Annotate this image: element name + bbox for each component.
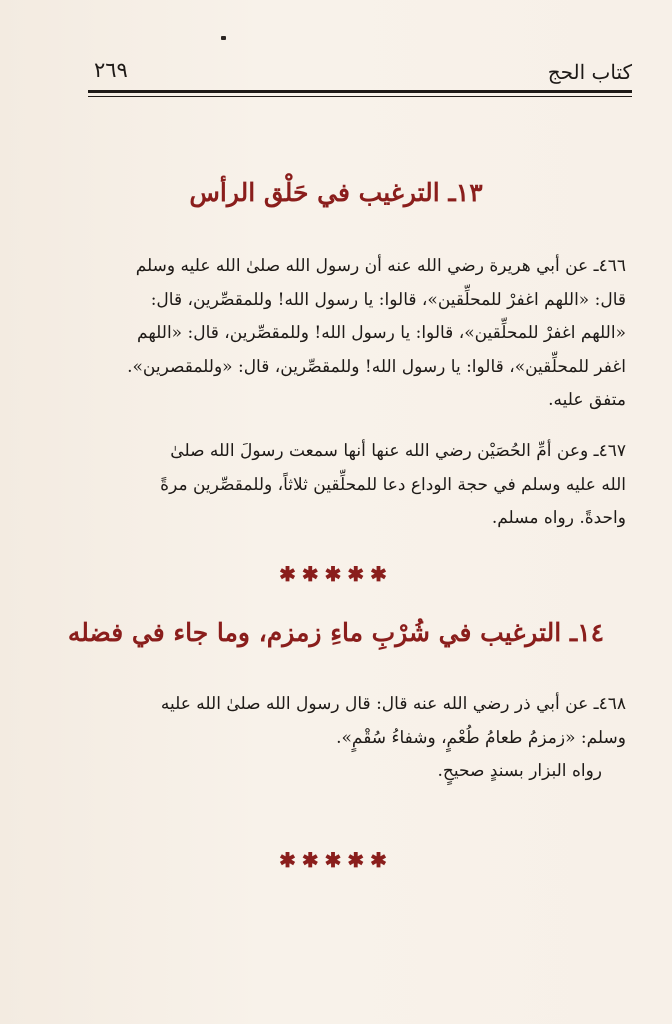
section-heading-14: ١٤ـ الترغيب في شُرْبِ ماءِ زمزم، وما جاء في فضله: [67, 618, 605, 647]
page-number: ٢٦٩: [94, 58, 128, 82]
hadith-466-source: متفق عليه.: [548, 390, 626, 410]
section-separator-stars: ✱✱✱✱✱: [279, 848, 393, 872]
hadith-466-line: «اللهم اغفرْ للمحلِّقين»، قالوا: يا رسول الله! وللمقصِّرين، قال: «اللهم: [137, 323, 626, 343]
hadith-466: [86, 250, 626, 418]
hadith-468-line: وسلم: «زمزمُ طعامُ طُعْمٍ، وشفاءُ سُقْمٍ».: [336, 727, 626, 748]
hadith-467: [86, 435, 626, 536]
hadith-467-line: واحدةً. رواه مسلم.: [491, 508, 626, 528]
hadith-468-line: ٤٦٨ـ عن أبي ذر رضي الله عنه قال: قال رسول الله صلىٰ الله عليه: [160, 694, 626, 714]
section-heading-13: ١٣ـ الترغيب في حَلْق الرأس: [189, 178, 483, 207]
hadith-466-line: ٤٦٦ـ عن أبي هريرة رضي الله عنه أن رسول الله صلىٰ الله عليه وسلم: [135, 256, 626, 276]
page-header: [88, 54, 632, 94]
hadith-466-line: قال: «اللهم اغفرْ للمحلِّقين»، قالوا: يا رسول الله! وللمقصِّرين، قال:: [150, 289, 626, 310]
hadith-468: [86, 688, 626, 789]
running-title: كتاب الحج: [547, 60, 632, 84]
ink-mark: [221, 36, 226, 40]
hadith-466-line: اغفر للمحلِّقين»، قالوا: يا رسول الله! وللمقصِّرين، قال: «وللمقصرين».: [127, 356, 626, 377]
section-separator-stars: ✱✱✱✱✱: [279, 562, 393, 586]
header-rule-thick: [88, 90, 632, 93]
hadith-468-source: رواه البزار بسندٍ صحيحٍ.: [437, 761, 602, 781]
hadith-467-line: ٤٦٧ـ وعن أمِّ الحُصَيْن رضي الله عنها أنها سمعت رسولَ الله صلىٰ: [170, 441, 626, 461]
hadith-467-line: الله عليه وسلم في حجة الوداع دعا للمحلِّقين ثلاثاً، وللمقصِّرين مرةً: [160, 474, 626, 495]
header-rule-thin: [88, 96, 632, 97]
